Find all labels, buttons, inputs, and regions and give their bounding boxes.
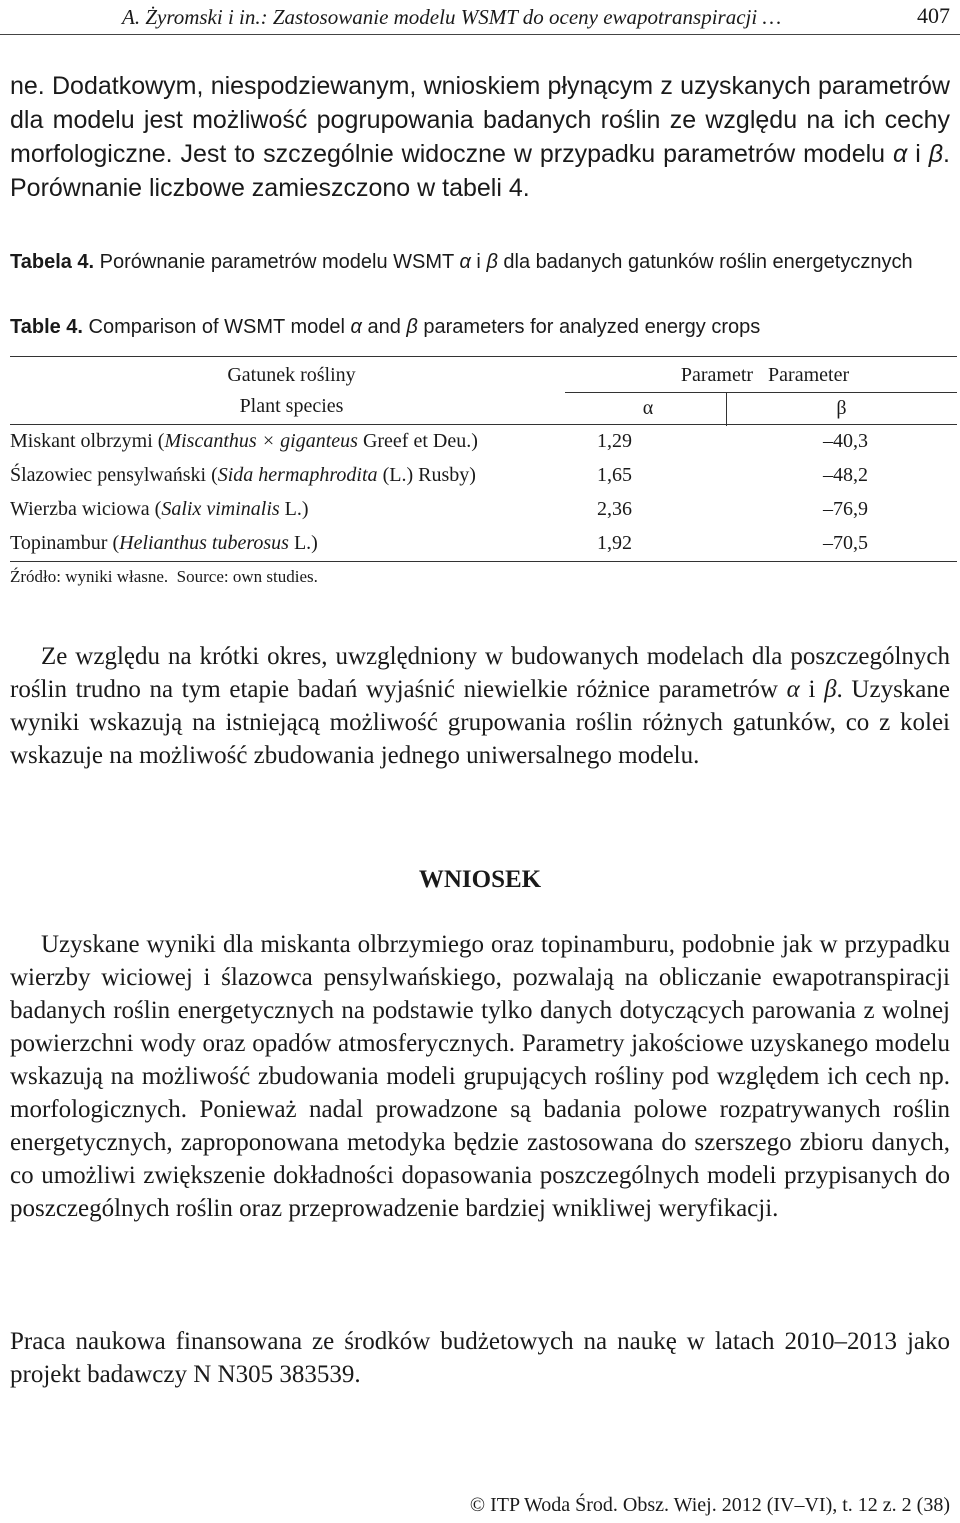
table-caption-pl: Tabela 4. Porównanie parametrów modelu WSMT α i β dla badanych gatunków roślin energetycznych [10, 251, 913, 273]
beta-cell: –70,5 [823, 532, 868, 554]
paragraph-discussion: Ze względu na krótki okres, uwzględniony w budowanych modelach dla poszczególnych roślin trudno na tym etapie badań wyjaśnić niewielkie różnice parametrów α i β. Uzyskane wyniki wskazują na istniejącą możliwość grupowania roślin różnych gatunków, co z kolei wskazuje na możliwość zbudowania jednego uniwersalnego modelu. [10, 643, 951, 769]
table-header-row [10, 390, 957, 425]
table-row [10, 527, 957, 561]
beta-cell: –40,3 [823, 430, 868, 452]
col-header-parameter: Parametr Parameter [680, 364, 850, 386]
table-row [10, 493, 957, 527]
alpha-cell: 1,29 [597, 430, 632, 452]
species-cell: Ślazowiec pensylwański (Sida hermaphrodita (L.) Rusby) [10, 464, 476, 486]
alpha-cell: 1,92 [597, 532, 632, 554]
table-caption-en: Table 4. Comparison of WSMT model α and β parameters for analyzed energy crops [10, 316, 761, 338]
species-cell: Wierzba wiciowa (Salix viminalis L.) [10, 498, 309, 520]
paragraph-funding: Praca naukowa finansowana ze środków budżetowych na naukę w latach 2010–2013 jako projekt badawczy N N305 383539. [10, 1328, 950, 1388]
table-source-note: Źródło: wyniki własne. Source: own studies. [10, 567, 318, 586]
paragraph-intro: ne. Dodatkowym, niespodziewanym, wnioskiem płynącym z uzyskanych parametrów dla modelu jest możliwość pogrupowania badanych roślin ze względu na ich cechy morfologiczne. Jest to szczególnie widoczne w przypadku parametrów modelu α i β. Porównanie liczbowe zamieszczono w tabeli 4. [10, 72, 950, 202]
col-header-species-en: Plant species [239, 395, 344, 417]
table-row [10, 459, 957, 493]
running-header [0, 0, 960, 35]
alpha-cell: 2,36 [597, 498, 632, 520]
species-cell: Topinambur (Helianthus tuberosus L.) [10, 532, 318, 554]
table-header-row [10, 357, 957, 390]
paragraph-conclusion: Uzyskane wyniki dla miskanta olbrzymiego oraz topinamburu, podobnie jak w przypadku wierzby wiciowej i ślazowca pensylwańskiego, pozwalają na obliczanie ewapotranspiracji badanych roślin energetycznych na podstawie tylko danych dotyczących parowania z wolnej powierzchni wody oraz opadów atmosferycznych. Parametry jakościowe uzyskanego modelu wskazują na możliwość zbudowania modeli grupujących rośliny pod względem ich cech np. morfologicznych. Ponieważ nadal prowadzone są badania polowe rozpatrywanych roślin energetycznych, zaproponowana metodyka będzie zastosowana do szerszego zbioru danych, co umożliwi zwiększenie dokładności dopasowania poszczególnych modeli przypisanych do poszczególnych roślin oraz przeprowadzenie bardziej wnikliwej weryfikacji. [10, 931, 950, 1222]
col-header-species-pl: Gatunek rośliny [227, 364, 356, 386]
page-number: 407 [917, 3, 950, 28]
beta-cell: –76,9 [823, 498, 868, 520]
species-cell: Miskant olbrzymi (Miscanthus × giganteus Greef et Deu.) [10, 430, 478, 452]
col-header-beta: β [836, 397, 847, 419]
parameters-table [10, 356, 957, 562]
running-title: A. Żyromski i in.: Zastosowanie modelu WSMT do oceny ewapotranspiracji … [122, 5, 782, 29]
beta-cell: –48,2 [823, 464, 868, 486]
table-row [10, 425, 957, 459]
col-header-alpha: α [642, 397, 654, 419]
alpha-cell: 1,65 [597, 464, 632, 486]
journal-footer: © ITP Woda Środ. Obsz. Wiej. 2012 (IV–VI), t. 12 z. 2 (38) [469, 1494, 950, 1516]
section-heading-conclusion: WNIOSEK [418, 866, 542, 893]
